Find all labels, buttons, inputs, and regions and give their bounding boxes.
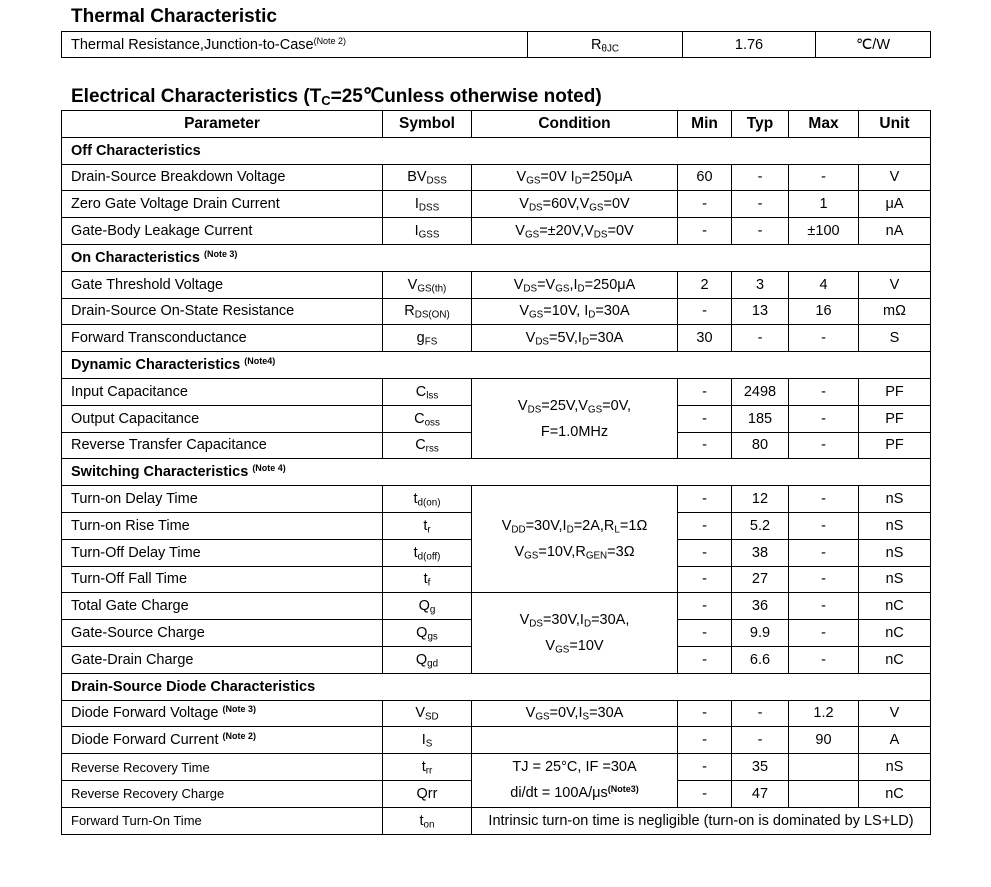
unit-cell: S: [859, 325, 931, 352]
unit-cell: nS: [859, 566, 931, 593]
unit-cell: PF: [859, 432, 931, 459]
symbol-cell: $t_f$: [383, 566, 472, 593]
max-cell: 4: [789, 271, 859, 298]
min-cell: -: [678, 620, 732, 647]
max-cell: 16: [789, 298, 859, 325]
note-ref: (Note 3): [222, 704, 256, 715]
typ-cell: 9.9: [732, 620, 789, 647]
typ-cell: 27: [732, 566, 789, 593]
param-cell: Turn-Off Delay Time: [62, 539, 383, 566]
min-cell: -: [678, 432, 732, 459]
unit-cell: nS: [859, 486, 931, 513]
thermal-symbol: [528, 32, 683, 58]
max-cell: -: [789, 432, 859, 459]
symbol-cell: $C_{lss}$: [383, 378, 472, 405]
symbol-cell: $t_{rr}$: [383, 754, 472, 781]
unit-cell: μA: [859, 191, 931, 218]
electrical-table: [61, 110, 931, 835]
condition-cell: $V_{GS}=10V$, $I_D=30A$: [472, 298, 678, 325]
max-cell: [789, 754, 859, 781]
condition-cell: $V_{GS}=0V$ $I_D=250\mu A$: [472, 164, 678, 191]
table-row: [62, 486, 931, 513]
min-cell: -: [678, 539, 732, 566]
typ-cell: 6.6: [732, 646, 789, 673]
symbol-cell: $C_{rss}$: [383, 432, 472, 459]
param-cell: Drain-Source Breakdown Voltage: [62, 164, 383, 191]
min-cell: -: [678, 593, 732, 620]
symbol-cell: $t_{on}$: [383, 807, 472, 834]
section-on: [62, 244, 931, 271]
min-cell: -: [678, 486, 732, 513]
symbol-cell: $V_{SD}$: [383, 700, 472, 727]
max-cell: -: [789, 405, 859, 432]
header-symbol: Symbol: [383, 111, 472, 138]
typ-cell: 12: [732, 486, 789, 513]
param-cell: [62, 727, 383, 754]
section-row: [62, 244, 931, 271]
thermal-table: [61, 31, 931, 58]
typ-cell: 3: [732, 271, 789, 298]
unit-cell: nC: [859, 620, 931, 647]
table-row: [62, 32, 931, 58]
typ-cell: -: [732, 727, 789, 754]
header-parameter: Parameter: [62, 111, 383, 138]
unit-cell: nS: [859, 512, 931, 539]
section-diode: Drain-Source Diode Characteristics: [62, 673, 931, 700]
min-cell: -: [678, 298, 732, 325]
typ-cell: 35: [732, 754, 789, 781]
condition-line: di/dt = 100A/μs: [510, 785, 608, 802]
header-max: Max: [789, 111, 859, 138]
symbol-cell: $I_S$: [383, 727, 472, 754]
min-cell: 60: [678, 164, 732, 191]
thermal-section-title: Thermal Characteristic: [71, 6, 277, 27]
param-cell: Gate-Body Leakage Current: [62, 218, 383, 245]
header-min: Min: [678, 111, 732, 138]
min-cell: 2: [678, 271, 732, 298]
unit-cell: V: [859, 271, 931, 298]
section-row: [62, 137, 931, 164]
typ-cell: 36: [732, 593, 789, 620]
symbol-cell: $g_{FS}$: [383, 325, 472, 352]
typ-cell: 2498: [732, 378, 789, 405]
param-cell: Turn-on Rise Time: [62, 512, 383, 539]
symbol-main: R: [591, 36, 602, 53]
typ-cell: 185: [732, 405, 789, 432]
typ-cell: -: [732, 164, 789, 191]
condition-line: TJ = 25°C, IF =30A: [512, 759, 637, 776]
unit-cell: nC: [859, 593, 931, 620]
typ-cell: -: [732, 191, 789, 218]
unit-cell: PF: [859, 405, 931, 432]
symbol-cell: $Q_g$: [383, 593, 472, 620]
symbol-cell: Qrr: [383, 780, 472, 807]
title-pre: Electrical Characteristics (T: [71, 86, 322, 107]
note-ref: (Note 3): [203, 248, 238, 259]
section-dynamic: [62, 352, 931, 379]
param-cell: Output Capacitance: [62, 405, 383, 432]
condition-cell: $V_{DD}=30V,I_D=2A,R_L=1\Omega$ $V_{GS}=10V,R_{GEN}=3\Omega$: [472, 486, 678, 593]
max-cell: 1: [789, 191, 859, 218]
min-cell: -: [678, 780, 732, 807]
param-cell: Turn-on Delay Time: [62, 486, 383, 513]
symbol-cell: $R_{DS(ON)}$: [383, 298, 472, 325]
unit-cell: nC: [859, 646, 931, 673]
max-cell: -: [789, 486, 859, 513]
symbol-cell: $BV_{DSS}$: [383, 164, 472, 191]
param-cell: Drain-Source On-State Resistance: [62, 298, 383, 325]
table-row: [62, 298, 931, 325]
condition-cell: [472, 754, 678, 808]
electrical-section-title: [71, 86, 602, 108]
symbol-cell: $t_r$: [383, 512, 472, 539]
param-cell: Input Capacitance: [62, 378, 383, 405]
condition-cell: $V_{DS}=30V,I_D=30A$, $V_{GS}=10V$: [472, 593, 678, 673]
param-cell: Gate Threshold Voltage: [62, 271, 383, 298]
condition-cell: $V_{DS}=25V,V_{GS}=0V$, F=1.0MHz: [472, 378, 678, 458]
symbol-cell: $C_{oss}$: [383, 405, 472, 432]
max-cell: -: [789, 593, 859, 620]
note-ref: (Note 2): [222, 731, 256, 742]
typ-cell: 47: [732, 780, 789, 807]
section-row: [62, 673, 931, 700]
symbol-cell: $Q_{gd}$: [383, 646, 472, 673]
max-cell: 1.2: [789, 700, 859, 727]
typ-cell: 13: [732, 298, 789, 325]
max-cell: -: [789, 164, 859, 191]
table-row: [62, 700, 931, 727]
unit-cell: nC: [859, 780, 931, 807]
max-cell: -: [789, 325, 859, 352]
typ-cell: -: [732, 700, 789, 727]
unit-cell: V: [859, 164, 931, 191]
condition-cell: [472, 727, 678, 754]
param-cell: Reverse Recovery Charge: [62, 780, 383, 807]
table-row: [62, 378, 931, 405]
min-cell: -: [678, 191, 732, 218]
max-cell: 90: [789, 727, 859, 754]
param-cell: Total Gate Charge: [62, 593, 383, 620]
note-ref: (Note 4): [252, 463, 286, 474]
note-ref: (Note3): [607, 784, 639, 795]
thermal-param: Thermal Resistance,Junction-to-Case: [71, 36, 314, 53]
typ-cell: -: [732, 325, 789, 352]
max-cell: -: [789, 566, 859, 593]
min-cell: -: [678, 700, 732, 727]
header-condition: Condition: [472, 111, 678, 138]
thermal-value: 1.76: [683, 32, 816, 58]
section-row: [62, 459, 931, 486]
condition-cell: $V_{DS}=V_{GS},I_D=250\mu A$: [472, 271, 678, 298]
param-cell: Turn-Off Fall Time: [62, 566, 383, 593]
param-cell: Forward Turn-On Time: [62, 807, 383, 834]
unit-cell: nS: [859, 754, 931, 781]
table-row: [62, 754, 931, 781]
param-cell: Gate-Source Charge: [62, 620, 383, 647]
header-typ: Typ: [732, 111, 789, 138]
min-cell: -: [678, 378, 732, 405]
condition-cell: $V_{DS}=5V,I_D=30A$: [472, 325, 678, 352]
header-unit: Unit: [859, 111, 931, 138]
thermal-param-cell: [62, 32, 528, 58]
section-row: [62, 352, 931, 379]
max-cell: ±100: [789, 218, 859, 245]
table-row: [62, 191, 931, 218]
param-cell: Forward Transconductance: [62, 325, 383, 352]
param-cell: Zero Gate Voltage Drain Current: [62, 191, 383, 218]
param-cell: [62, 700, 383, 727]
section-off: Off Characteristics: [62, 137, 931, 164]
typ-cell: -: [732, 218, 789, 245]
max-cell: [789, 780, 859, 807]
min-cell: -: [678, 512, 732, 539]
unit-cell: nS: [859, 539, 931, 566]
table-header-row: [62, 111, 931, 138]
min-cell: -: [678, 727, 732, 754]
max-cell: -: [789, 512, 859, 539]
max-cell: -: [789, 378, 859, 405]
unit-cell: mΩ: [859, 298, 931, 325]
table-row: [62, 807, 931, 834]
condition-cell: $V_{GS}=\pm 20V,V_{DS}=0V$: [472, 218, 678, 245]
typ-cell: 80: [732, 432, 789, 459]
symbol-cell: $I_{DSS}$: [383, 191, 472, 218]
min-cell: -: [678, 218, 732, 245]
symbol-cell: $Q_{gs}$: [383, 620, 472, 647]
param-label: Diode Forward Voltage: [71, 705, 219, 722]
table-row: [62, 727, 931, 754]
max-cell: -: [789, 539, 859, 566]
note-ref: (Note 2): [313, 35, 347, 46]
title-sub: C: [321, 93, 331, 109]
table-row: [62, 164, 931, 191]
param-cell: Reverse Transfer Capacitance: [62, 432, 383, 459]
table-row: [62, 593, 931, 620]
condition-cell: $V_{DS}=60V,V_{GS}=0V$: [472, 191, 678, 218]
section-label: Switching Characteristics: [71, 464, 249, 481]
min-cell: -: [678, 646, 732, 673]
param-cell: Reverse Recovery Time: [62, 754, 383, 781]
condition-cell: Intrinsic turn-on time is negligible (turn-on is dominated by LS+LD): [472, 807, 931, 834]
section-label: Dynamic Characteristics: [71, 357, 241, 374]
symbol-cell: $t_{d(on)}$: [383, 486, 472, 513]
title-post: =25℃unless otherwise noted): [330, 86, 602, 107]
table-row: [62, 218, 931, 245]
symbol-cell: $I_{GSS}$: [383, 218, 472, 245]
symbol-cell: $t_{d(off)}$: [383, 539, 472, 566]
param-label: Diode Forward Current: [71, 732, 219, 749]
min-cell: -: [678, 754, 732, 781]
note-ref: (Note4): [244, 356, 276, 367]
typ-cell: 5.2: [732, 512, 789, 539]
section-switching: [62, 459, 931, 486]
min-cell: -: [678, 566, 732, 593]
unit-cell: nA: [859, 218, 931, 245]
unit-cell: PF: [859, 378, 931, 405]
max-cell: -: [789, 620, 859, 647]
symbol-sub: θJC: [601, 42, 619, 54]
typ-cell: 38: [732, 539, 789, 566]
min-cell: 30: [678, 325, 732, 352]
max-cell: -: [789, 646, 859, 673]
condition-cell: $V_{GS}=0V,I_S=30A$: [472, 700, 678, 727]
section-label: On Characteristics: [71, 249, 200, 266]
table-row: [62, 325, 931, 352]
param-cell: Gate-Drain Charge: [62, 646, 383, 673]
table-row: [62, 271, 931, 298]
thermal-unit: ℃/W: [816, 32, 931, 58]
unit-cell: A: [859, 727, 931, 754]
min-cell: -: [678, 405, 732, 432]
unit-cell: V: [859, 700, 931, 727]
symbol-cell: $V_{GS(th)}$: [383, 271, 472, 298]
